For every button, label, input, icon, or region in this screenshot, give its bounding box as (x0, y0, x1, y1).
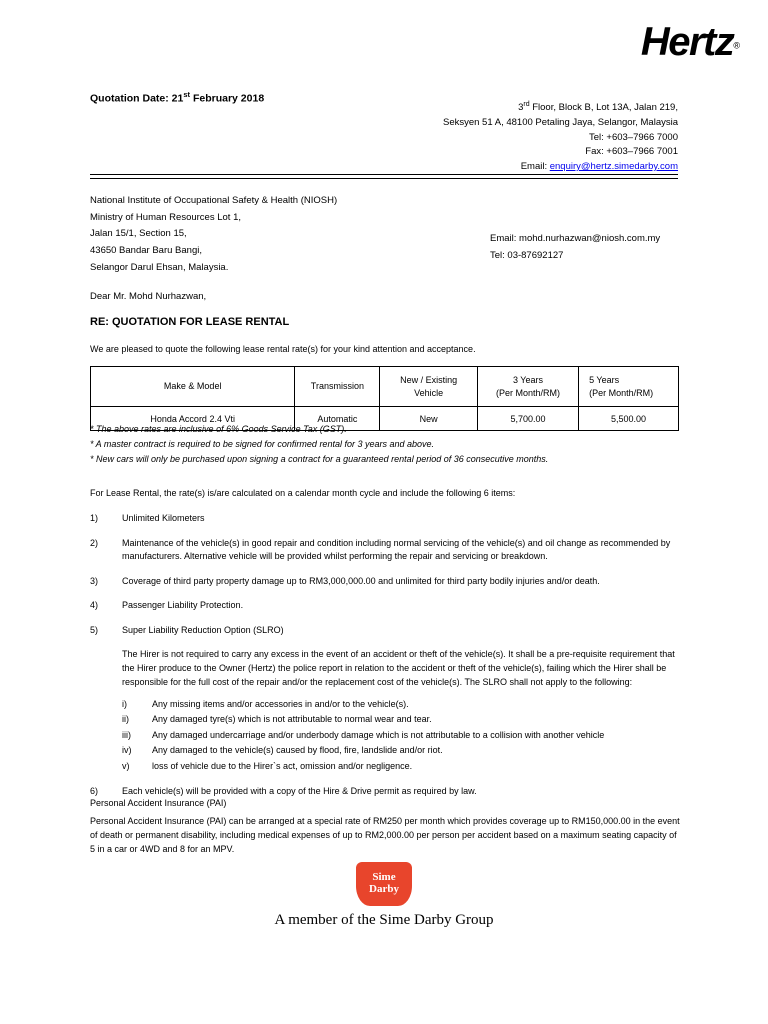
list-item-text: Any damaged tyre(s) which is not attributable to normal wear and tear. (152, 714, 432, 725)
hertz-logo-text: Hertz (640, 20, 734, 64)
list-item (122, 744, 680, 758)
footer-tagline: A member of the Sime Darby Group (274, 912, 494, 928)
intro-paragraph: We are pleased to quote the following lease rental rate(s) for your kind attention and acceptance. (90, 344, 476, 354)
recipient-contact (490, 231, 660, 264)
sime-darby-logo-line1: Sime (372, 871, 396, 884)
quotation-date-ordinal: st (183, 90, 191, 99)
address-line-2: Seksyen 51 A, 48100 Petaling Jaya, Selangor, Malaysia (442, 116, 678, 128)
recipient-email: Email: mohd.nurhazwan@niosh.com.my (490, 233, 661, 244)
lease-lead-in: For Lease Rental, the rate(s) is/are calculated on a calendar month cycle and include the following 6 items: (90, 488, 516, 498)
recipient-tel: Tel: 03-87692127 (490, 249, 564, 261)
list-item (122, 729, 680, 743)
header-vehicle-status-line1: New / Existing (400, 375, 458, 386)
recipient-line-2: Ministry of Human Resources Lot 1, (90, 211, 242, 223)
rate-note-1: * The above rates are inclusive of 6% Goods Service Tax (GST). (90, 424, 347, 434)
header-three-year-line1: 3 Years (512, 375, 543, 386)
address-email-label: Email: (520, 161, 550, 173)
recipient-line-5: Selangor Darul Ehsan, Malaysia. (90, 261, 229, 273)
list-item (90, 537, 680, 564)
list-item (122, 713, 680, 727)
cell-make-model: Honda Accord 2.4 Vti (91, 407, 295, 431)
list-item (90, 624, 680, 638)
hertz-logo (641, 22, 740, 62)
address-line-1 (443, 100, 678, 116)
list-item (90, 599, 680, 613)
cell-three-year-rate: 5,700.00 (477, 407, 578, 431)
list-item-text: Each vehicle(s) will be provided with a copy of the Hire & Drive permit as required by law. (122, 786, 477, 797)
list-item-text: Any damaged undercarriage and/or underbody damage which is not attributable to a collision with another vehicle (152, 729, 605, 740)
list-item-number: ii) (122, 714, 129, 725)
cell-five-year-rate: 5,500.00 (579, 407, 679, 431)
cell-transmission: Automatic (295, 407, 380, 431)
list-item-number: 6) (90, 786, 99, 797)
address-email-link[interactable]: enquiry@hertz.simedarby.com (549, 161, 678, 173)
recipient-address (90, 193, 337, 276)
header-three-year (477, 367, 578, 407)
header-divider-top (90, 174, 678, 175)
list-item-text: Any missing items and/or accessories in and/or to the vehicle(s). (152, 698, 409, 709)
list-item-number: v) (122, 760, 130, 771)
list-item (122, 760, 680, 774)
slro-paragraph: The Hirer is not required to carry any excess in the event of an accident or theft of the vehicle(s). It shall be a pre-requisite requirement that the Hirer produce to the Owner (Hertz) the police report in relation to the accident or theft of the vehicle(s), failing which the Hirer shall be responsible for the full cost of the repair and/or the replacement cost of the vehicle(s). The SLRO shall not apply to the following: (122, 649, 675, 687)
recipient-line-1: National Institute of Occupational Safety & Health (NIOSH) (90, 195, 338, 206)
address-phone: Tel: +603–7966 7000 (588, 131, 678, 143)
lease-items-list (90, 512, 680, 810)
quotation-date (90, 90, 264, 105)
address-floor-ordinal: rd (523, 101, 530, 108)
list-item-number: iii) (122, 729, 131, 740)
list-item (90, 575, 680, 589)
cell-vehicle-status: New (380, 407, 478, 431)
list-item-number: 2) (90, 537, 99, 548)
list-item-number: 5) (90, 624, 99, 635)
slro-exclusions-list (122, 698, 680, 774)
list-item-text: Super Liability Reduction Option (SLRO) (122, 624, 284, 635)
sime-darby-logo (356, 862, 412, 906)
list-item-text: loss of vehicle due to the Hirer`s act, omission and/or negligence. (152, 760, 413, 771)
salutation: Dear Mr. Mohd Nurhazwan, (90, 291, 207, 302)
pai-paragraph: Personal Accident Insurance (PAI) can be arranged at a special rate of RM250 per month which provides coverage up to RM150,000.00 in the event of death or permanent disability, including medical expenses of up to RM2,000.00 per person per accident based on a maximum seating capacity of 5 in a car or 4WD and 8 for an MPV. (90, 815, 680, 854)
header-divider-bottom (90, 178, 678, 179)
address-fax: Fax: +603–7966 7001 (585, 146, 678, 158)
recipient-line-3: Jalan 15/1, Section 15, (90, 228, 187, 240)
list-item-number: iv) (122, 745, 132, 756)
quotation-date-label: Quotation Date: (90, 92, 169, 105)
list-item-text: Maintenance of the vehicle(s) in good repair and condition including normal servicing of the vehicle(s) and oil change as recommended by manufacturers. Alternative vehicle will be provided whilst performing the repair and servicing or breakdown. (122, 537, 671, 561)
rate-note-3: * New cars will only be purchased upon signing a contract for a guaranteed rental period of 36 consecutive months. (90, 453, 549, 464)
quotation-date-value: 21 (171, 92, 184, 105)
header-five-year-line1: 5 Years (589, 375, 620, 386)
list-item-number: 3) (90, 575, 99, 586)
address-street: Floor, Block B, Lot 13A, Jalan 219, (529, 102, 678, 114)
header-five-year (579, 367, 679, 407)
rates-table-head (91, 367, 679, 407)
header-transmission: Transmission (295, 367, 380, 407)
header-make-model: Make & Model (91, 367, 295, 407)
pai-section (90, 797, 680, 857)
pai-title: Personal Accident Insurance (PAI) (90, 798, 227, 808)
rate-note-2: * A master contract is required to be signed for confirmed rental for 3 years and above. (90, 438, 435, 449)
list-item-number: i) (122, 698, 127, 709)
list-item-number: 4) (90, 600, 99, 610)
address-floor-number: 3 (518, 102, 524, 114)
list-item-text: Any damaged to the vehicle(s) caused by flood, fire, landslide and/or riot. (152, 745, 443, 756)
list-item-text: Passenger Liability Protection. (122, 600, 244, 610)
address-email-row (443, 160, 678, 175)
table-header-row (91, 367, 679, 407)
quotation-date-month-year: February 2018 (192, 92, 265, 105)
registered-trademark-icon: ® (733, 40, 740, 51)
list-item (122, 698, 680, 712)
subject-line: RE: QUOTATION FOR LEASE RENTAL (90, 316, 290, 328)
list-item-text: Unlimited Kilometers (122, 513, 205, 523)
rate-notes (90, 422, 548, 467)
list-item (90, 512, 680, 526)
sime-darby-logo-line2: Darby (369, 883, 399, 895)
recipient-line-4: 43650 Bandar Baru Bangi, (90, 244, 202, 256)
list-item-text: Coverage of third party property damage up to RM3,000,000.00 and unlimited for third party bodily injuries and/or death. (122, 575, 600, 586)
header-five-year-line2: (Per Month/RM) (589, 387, 654, 398)
header-three-year-line2: (Per Month/RM) (495, 387, 560, 398)
header-vehicle-status (380, 367, 478, 407)
list-item-number: 1) (90, 513, 99, 523)
company-address (443, 100, 678, 175)
header-vehicle-status-line2: Vehicle (414, 387, 444, 398)
